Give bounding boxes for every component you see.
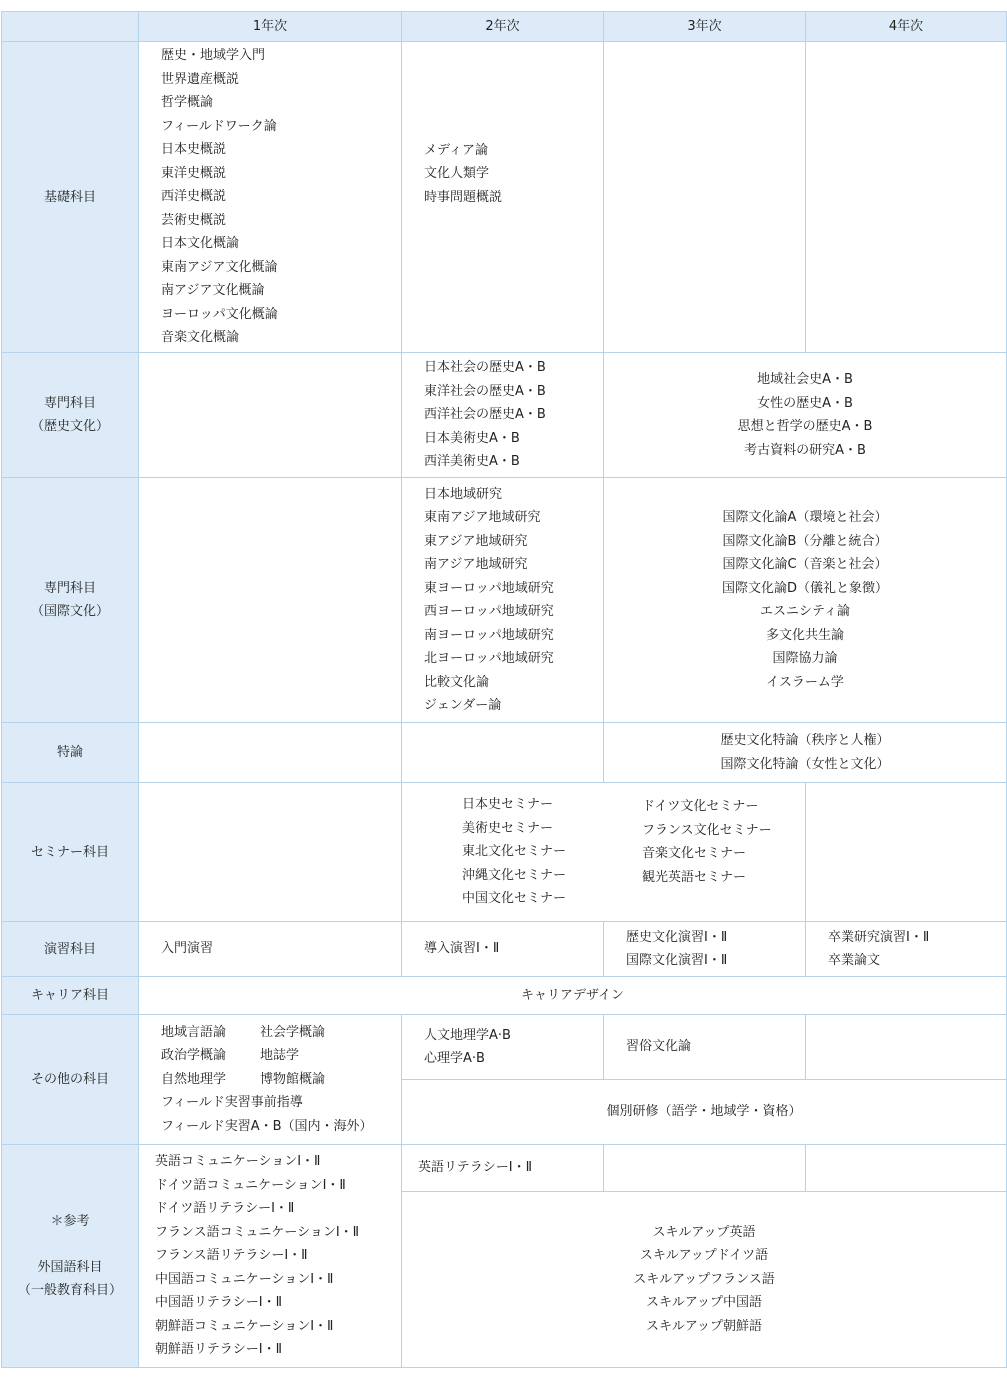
rekishi-year1 <box>139 353 402 478</box>
course: 人文地理学A·B <box>424 1027 511 1043</box>
row-label-enshu: 演習科目 <box>2 922 139 977</box>
row-kiso <box>2 42 1007 353</box>
course: 国際文化論C（音楽と社会） <box>722 557 888 572</box>
course: 日本美術史A・B <box>424 430 520 446</box>
row-label-line: ＊参考 <box>50 1214 90 1229</box>
row-label-other: その他の科目 <box>2 1015 139 1145</box>
course: エスニシティ論 <box>760 604 850 619</box>
course: ジェンダー論 <box>424 698 502 713</box>
course: ドイツ語リテラシーⅠ・Ⅱ <box>155 1201 295 1217</box>
seminar-year4 <box>806 783 1007 922</box>
course: ドイツ文化セミナー <box>642 799 759 814</box>
header-year-3: 3年次 <box>604 12 806 42</box>
course: スキルアップ中国語 <box>646 1295 762 1311</box>
career-all-years: キャリアデザイン <box>139 977 1007 1015</box>
other-year2 <box>402 1015 604 1080</box>
course: フランス語コミュニケーションⅠ・Ⅱ <box>155 1224 360 1240</box>
course: メディア論 <box>424 142 488 158</box>
seminar-year1 <box>139 783 402 922</box>
course: フィールド実習事前指導 <box>161 1095 303 1111</box>
seminar-column-2 <box>642 795 772 909</box>
course: 西洋社会の歴史A・B <box>424 407 546 423</box>
row-label-line: （歴史文化） <box>30 419 109 434</box>
course: 美術史セミナー <box>462 820 554 836</box>
rekishi-year2 <box>402 353 604 478</box>
course: 東洋社会の歴史A・B <box>424 383 546 399</box>
row-tokuron <box>2 723 1007 783</box>
foreign-year2: 英語リテラシーⅠ・Ⅱ <box>402 1145 604 1192</box>
course: 世界遺産概説 <box>161 71 240 87</box>
kokusai-year34 <box>604 478 1007 723</box>
course: 歴史文化特論（秩序と人権） <box>720 733 890 748</box>
course: 音楽文化概論 <box>161 330 240 346</box>
course: フィールド実習A・B（国内・海外） <box>161 1118 373 1134</box>
course: 歴史・地域学入門 <box>161 48 266 64</box>
other-year4 <box>806 1015 1007 1080</box>
row-label-rekishi <box>2 353 139 478</box>
course: 国際文化論D（儀礼と象徴） <box>721 580 888 596</box>
course: 博物館概論 <box>260 1071 326 1087</box>
foreign-year4 <box>806 1145 1007 1192</box>
kiso-year3 <box>604 42 806 353</box>
course: 日本地域研究 <box>424 486 503 502</box>
enshu-year4 <box>806 922 1007 977</box>
course: 西洋史概説 <box>161 189 227 205</box>
course: フランス文化セミナー <box>642 822 772 838</box>
other-year1 <box>139 1015 402 1145</box>
row-kokusai <box>2 478 1007 723</box>
row-label-career: キャリア科目 <box>2 977 139 1015</box>
course: 地誌学 <box>260 1048 300 1064</box>
course: 哲学概論 <box>161 95 214 111</box>
course: スキルアップ英語 <box>652 1224 756 1240</box>
header-year-1: 1年次 <box>139 12 402 42</box>
course: 国際文化論A（環境と社会） <box>722 510 888 525</box>
course: 西洋美術史A・B <box>424 454 520 470</box>
course: スキルアップ朝鮮語 <box>646 1318 762 1334</box>
course: 南ヨーロッパ地域研究 <box>424 627 554 643</box>
row-label-seminar: セミナー科目 <box>2 783 139 922</box>
course: 中国文化セミナー <box>462 891 567 907</box>
row-label-line: 専門科目 <box>43 396 96 411</box>
row-rekishi <box>2 353 1007 478</box>
course: 国際文化演習Ⅰ・Ⅱ <box>626 953 728 968</box>
tokuron-year34 <box>604 723 1007 783</box>
tokuron-year2 <box>402 723 604 783</box>
course: 音楽文化セミナー <box>642 846 747 861</box>
course: 南アジア文化概論 <box>161 283 265 299</box>
course: 時事問題概説 <box>424 189 503 205</box>
kokusai-year1 <box>139 478 402 723</box>
row-seminar <box>2 783 1007 922</box>
row-label-line: （一般教育科目） <box>17 1283 122 1298</box>
row-label-line: 専門科目 <box>43 581 96 596</box>
course: 北ヨーロッパ地域研究 <box>424 651 554 666</box>
enshu-year1: 入門演習 <box>139 922 402 977</box>
course: 国際文化論B（分離と統合） <box>722 533 888 549</box>
course: ヨーロッパ文化概論 <box>161 306 278 322</box>
foreign-year3 <box>604 1145 806 1192</box>
row-foreign <box>2 1145 1007 1192</box>
course-pair <box>161 1068 401 1092</box>
course: 歴史文化演習Ⅰ・Ⅱ <box>626 929 728 945</box>
other-year234: 個別研修（語学・地域学・資格） <box>402 1080 1007 1145</box>
tokuron-year1 <box>139 723 402 783</box>
course: 卒業研究演習Ⅰ・Ⅱ <box>828 929 930 945</box>
course: 芸術史概説 <box>161 212 227 228</box>
course: 卒業論文 <box>828 953 881 968</box>
course: フランス語リテラシーⅠ・Ⅱ <box>155 1248 308 1264</box>
course: イスラーム学 <box>766 674 844 690</box>
seminar-column-1 <box>402 793 642 911</box>
course: 多文化共生論 <box>765 627 844 643</box>
course: 文化人類学 <box>424 166 490 182</box>
course: 朝鮮語コミュニケーションⅠ・Ⅱ <box>155 1318 334 1334</box>
foreign-year234 <box>402 1192 1007 1368</box>
row-label-tokuron: 特論 <box>2 723 139 783</box>
course: 英語コミュニケーションⅠ・Ⅱ <box>155 1154 321 1170</box>
course-pair <box>161 1044 401 1068</box>
course: 東北文化セミナー <box>462 844 567 860</box>
course: 国際文化特論（女性と文化） <box>720 756 890 772</box>
row-other <box>2 1015 1007 1080</box>
course: 朝鮮語リテラシーⅠ・Ⅱ <box>155 1342 282 1358</box>
row-enshu <box>2 922 1007 977</box>
enshu-year2: 導入演習Ⅰ・Ⅱ <box>402 922 604 977</box>
course: 東南アジア文化概論 <box>161 259 278 275</box>
course: フィールドワーク論 <box>161 118 277 134</box>
header-year-2: 2年次 <box>402 12 604 42</box>
header-row <box>2 12 1007 42</box>
course: 中国語リテラシーⅠ・Ⅱ <box>155 1295 282 1311</box>
row-label-kiso: 基礎科目 <box>2 42 139 353</box>
course: 政治学概論 <box>161 1048 227 1064</box>
seminar-year23 <box>402 783 806 922</box>
enshu-year3 <box>604 922 806 977</box>
course: 国際協力論 <box>772 651 838 666</box>
row-label-line: （国際文化） <box>30 604 109 619</box>
course: 心理学A·B <box>424 1051 485 1066</box>
header-blank <box>2 12 139 42</box>
course: スキルアップフランス語 <box>633 1271 775 1287</box>
row-label-foreign <box>2 1145 139 1368</box>
course: 日本文化概論 <box>161 236 240 252</box>
course: 地域言語論 <box>161 1024 227 1040</box>
row-label-kokusai <box>2 478 139 723</box>
course: 地域社会史A・B <box>757 372 853 387</box>
course: 考古資料の研究A・B <box>744 442 866 458</box>
kiso-year2 <box>402 42 604 353</box>
row-career <box>2 977 1007 1015</box>
curriculum-table <box>1 11 1007 1368</box>
course-pair <box>161 1021 401 1045</box>
row-label-line: 外国語科目 <box>37 1260 103 1275</box>
course: 日本社会の歴史A・B <box>424 360 546 376</box>
rekishi-year34 <box>604 353 1007 478</box>
course: 思想と哲学の歴史A・B <box>737 419 873 434</box>
course: 女性の歴史A・B <box>757 395 853 411</box>
kiso-year1 <box>139 42 402 353</box>
course: 東南アジア地域研究 <box>424 510 541 525</box>
kokusai-year2 <box>402 478 604 723</box>
header-year-4: 4年次 <box>806 12 1007 42</box>
course: ドイツ語コミュニケーションⅠ・Ⅱ <box>155 1177 346 1193</box>
course: スキルアップドイツ語 <box>639 1248 769 1264</box>
course: 東アジア地域研究 <box>424 533 528 549</box>
course: 東ヨーロッパ地域研究 <box>424 580 554 596</box>
course: 東洋史概説 <box>161 165 227 181</box>
course: 沖縄文化セミナー <box>462 867 567 883</box>
other-year3: 習俗文化論 <box>604 1015 806 1080</box>
course: 中国語コミュニケーションⅠ・Ⅱ <box>155 1271 334 1287</box>
course: 社会学概論 <box>260 1024 326 1040</box>
course: 西ヨーロッパ地域研究 <box>424 604 554 619</box>
course: 日本史セミナー <box>462 797 554 813</box>
foreign-year1 <box>139 1145 402 1368</box>
kiso-year4 <box>806 42 1007 353</box>
course: 日本史概説 <box>161 142 227 158</box>
course: 比較文化論 <box>424 674 490 690</box>
course: 自然地理学 <box>161 1071 227 1087</box>
course: 観光英語セミナー <box>642 869 747 885</box>
course: 南アジア地域研究 <box>424 557 528 572</box>
